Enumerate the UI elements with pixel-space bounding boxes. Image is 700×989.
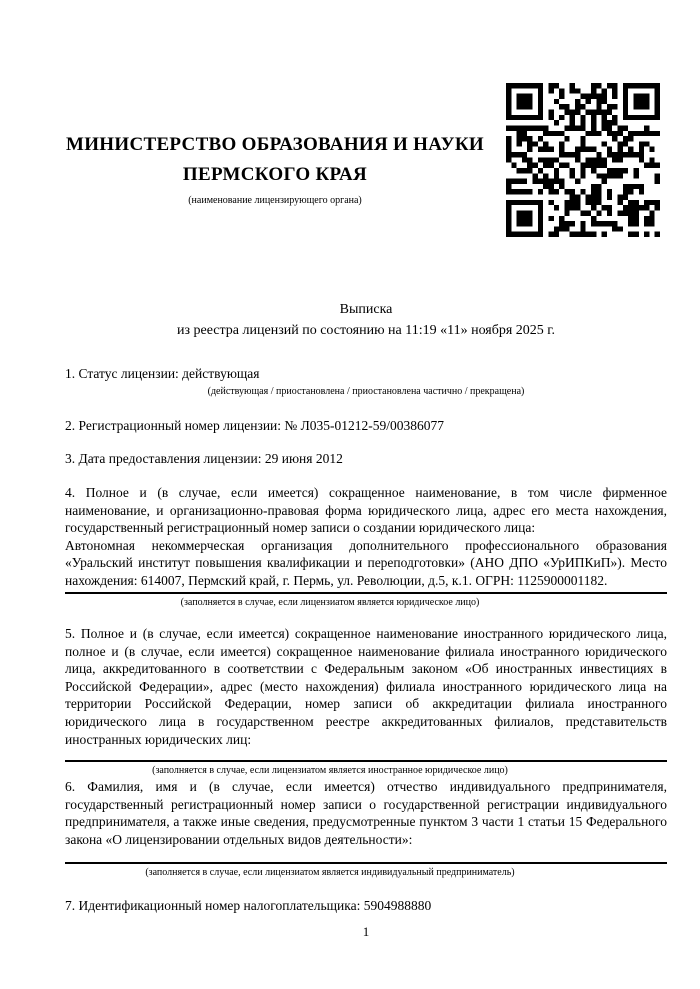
fill-line [65, 760, 667, 762]
legal-entity-value: Автономная некоммерческая организация дополнительного профессионального образования «Уральский институт повышения квалификации и переподготовки» (АНО ДПО «УрИПКиП»). Место нахождения: 614007, Пермский край, г. Пермь, ул. Революции, д.5, к.1. ОГРН: 1125900001182. [65, 537, 667, 588]
document-header [65, 130, 485, 206]
legal-entity-caption: (заполняется в случае, если лицензиатом является юридическое лицо) [180, 596, 480, 608]
issuing-authority-caption: (наименование лицензирующего органа) [188, 195, 362, 206]
qr-code-icon [505, 83, 661, 237]
document-title [65, 299, 667, 341]
foreign-entity-section [65, 625, 667, 776]
individual-entrepreneur-label: 6. Фамилия, имя и (в случае, если имеется) отчество индивидуального предпринимателя, государственный регистрационный номер записи о государственной регистрации индивидуального предпринимателя, а также иные сведения, предусмотренные пунктом 3 части 1 статьи 15 Федерального закона «О лицензировании отдельных видов деятельности»: [65, 779, 667, 847]
fill-line [65, 862, 667, 864]
foreign-entity-label: 5. Полное и (в случае, если имеется) сокращенное наименование иностранного юридического лица, полное и (в случае, если имеется) сокращенное наименование филиала иностранного юридического лица, аккредитованного в соответствии с Федеральным законом «Об иностранных инвестициях в Российской Федерации», адрес (место нахождения) филиала иностранного юридического лица на территории Российской Федерации, номер записи об аккредитации филиала иностранного юридического лица в государственном реестре аккредитованных филиалов, представительств иностранных юридических лиц: [65, 626, 667, 747]
foreign-entity-caption: (заполняется в случае, если лицензиатом является иностранное юридическое лицо) [152, 765, 508, 777]
legal-entity-label: 4. Полное и (в случае, если имеется) сокращенное наименование, в том числе фирменное наименование, и организационно-правовая форма юридического лица, адрес его места нахождения, государственный регистрационный номер записи о создании юридического лица: [65, 485, 667, 536]
fill-line [65, 592, 667, 594]
page-number: 1 [362, 924, 370, 939]
individual-entrepreneur-caption: (заполняется в случае, если лицензиатом является индивидуальный предприниматель) [145, 867, 515, 879]
grant-date: 3. Дата предоставления лицензии: 29 июня 2012 [65, 451, 343, 466]
taxpayer-id: 7. Идентификационный номер налогоплательщика: 5904988880 [65, 898, 432, 913]
license-status: 1. Статус лицензии: действующая [65, 366, 260, 381]
license-status-options-caption: (действующая / приостановлена / приостановлена частично / прекращена) [207, 386, 525, 397]
registration-number: 2. Регистрационный номер лицензии: № Л035-01212-59/00386077 [65, 418, 445, 433]
legal-entity-section [65, 484, 667, 608]
title-line2: из реестра лицензий по состоянию на 11:19 «11» ноября 2025 г. [177, 323, 555, 338]
issuing-authority-line1: МИНИСТЕРСТВО ОБРАЗОВАНИЯ И НАУКИ [65, 134, 485, 155]
title-line1: Выписка [339, 302, 393, 317]
individual-entrepreneur-section [65, 778, 667, 878]
issuing-authority-line2: ПЕРМСКОГО КРАЯ [182, 164, 368, 185]
